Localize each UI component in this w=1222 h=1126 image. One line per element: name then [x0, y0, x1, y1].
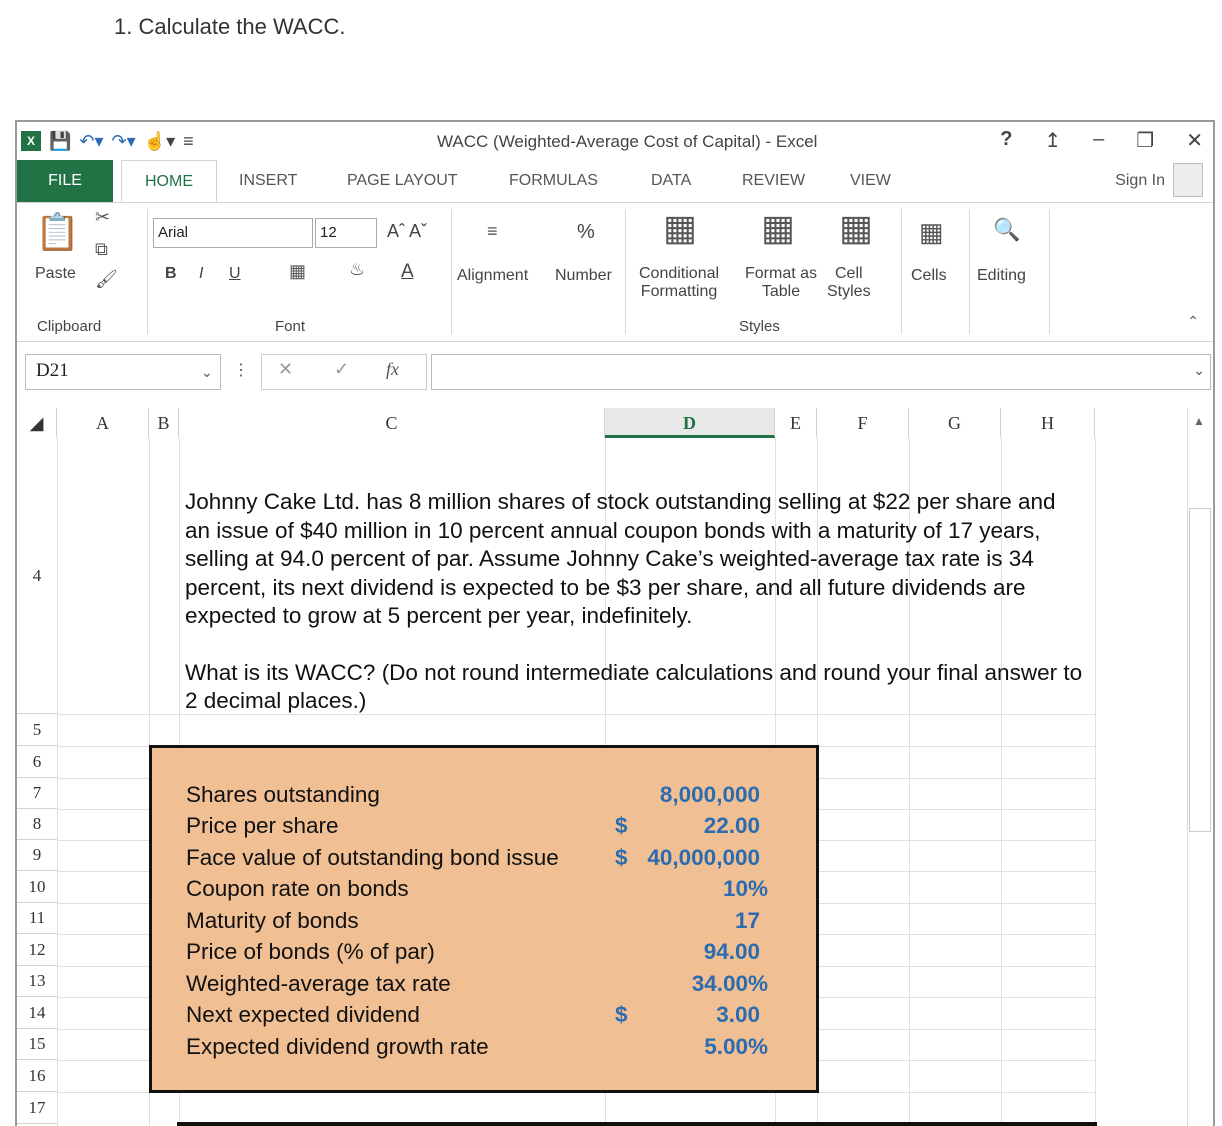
input-label: Coupon rate on bonds [186, 876, 409, 901]
underline-button[interactable]: U [229, 265, 241, 282]
paste-icon[interactable]: 📋 [35, 211, 80, 252]
paste-label[interactable]: Paste [35, 265, 76, 282]
row-header-10[interactable]: 10 [17, 871, 57, 903]
input-label: Weighted-average tax rate [186, 971, 451, 996]
currency-symbol: $ [615, 813, 628, 838]
input-data-box [149, 745, 819, 1093]
clipboard-group-label: Clipboard [37, 318, 102, 335]
font-color-icon[interactable]: A [401, 261, 414, 282]
grow-shrink-font-icon[interactable]: Aˆ Aˇ [387, 221, 428, 241]
customize-qat-icon[interactable]: ≡ [183, 130, 194, 151]
ribbon-tabs [17, 160, 1213, 202]
italic-button[interactable]: I [199, 265, 204, 282]
input-label: Shares outstanding [186, 782, 380, 807]
expand-formula-bar-icon[interactable]: ⌄ [1193, 362, 1205, 378]
column-header-c[interactable]: C [179, 408, 605, 438]
cells-button[interactable]: Cells [911, 267, 947, 284]
column-header-h[interactable]: H [1001, 408, 1095, 438]
scrollbar-thumb[interactable] [1189, 508, 1211, 832]
input-value[interactable]: 17 [734, 908, 760, 933]
insert-function-icon[interactable]: fx [386, 359, 399, 379]
input-value[interactable]: 40,000,000 [647, 845, 760, 870]
cancel-icon[interactable]: ✕ [278, 359, 294, 379]
conditional-formatting-button[interactable] [639, 265, 719, 301]
styles-group-label: Styles [739, 318, 780, 335]
cell-label-1: Cell [835, 265, 863, 282]
tab-file[interactable]: FILE [17, 160, 113, 202]
tab-data[interactable]: DATA [651, 172, 692, 189]
cell-styles-button[interactable] [827, 265, 871, 301]
input-value[interactable]: 94.00 [703, 939, 760, 964]
number-button[interactable]: Number [555, 267, 612, 284]
close-button[interactable]: ✕ [1186, 130, 1203, 152]
column-header-g[interactable]: G [909, 408, 1001, 438]
tab-view[interactable]: VIEW [850, 172, 891, 189]
cut-icon[interactable]: ✂ [95, 207, 111, 227]
input-value[interactable]: 34.00% [691, 971, 768, 996]
enter-icon[interactable]: ✓ [334, 359, 350, 379]
problem-statement [185, 488, 1085, 716]
bold-button[interactable]: B [165, 265, 177, 282]
scroll-up-icon[interactable]: ▲ [1193, 414, 1205, 428]
row-header-14[interactable]: 14 [17, 997, 57, 1029]
input-value[interactable]: 8,000,000 [659, 782, 760, 807]
touch-mode-icon[interactable]: ☝▾ [143, 130, 176, 151]
row-header-4[interactable]: 4 [17, 438, 57, 714]
sign-in-link[interactable]: Sign In [1115, 172, 1165, 189]
avatar[interactable] [1173, 163, 1203, 197]
format-as-table-icon[interactable]: ▦ [761, 207, 796, 248]
format-painter-icon[interactable]: 🖌 [95, 269, 118, 289]
row-header-12[interactable]: 12 [17, 934, 57, 966]
minimize-button[interactable]: – [1093, 128, 1105, 150]
borders-icon[interactable]: ▦ [289, 261, 307, 281]
undo-icon[interactable]: ↶▾ [79, 130, 104, 151]
input-label: Price of bonds (% of par) [186, 939, 435, 964]
cell-label-2: Styles [827, 283, 871, 300]
tab-home[interactable]: HOME [121, 160, 217, 202]
column-header-e[interactable]: E [775, 408, 817, 438]
box-border-bottom [177, 1122, 1097, 1126]
format-label-1: Format as [745, 265, 818, 282]
format-label-2: Table [761, 283, 801, 300]
row-header-5[interactable]: 5 [17, 714, 57, 746]
input-label: Face value of outstanding bond issue [186, 845, 559, 870]
input-value[interactable]: 3.00 [716, 1002, 760, 1027]
formula-bar [17, 344, 1213, 400]
input-value[interactable]: 5.00% [704, 1034, 768, 1059]
name-box-dropdown-icon[interactable]: ⌄ [201, 364, 213, 380]
save-icon[interactable]: 💾 [49, 130, 72, 151]
input-value[interactable]: 22.00 [703, 813, 760, 838]
row-header-6[interactable]: 6 [17, 746, 57, 778]
collapse-ribbon-icon[interactable]: ⌃ [1187, 313, 1199, 329]
font-group-label: Font [275, 318, 306, 335]
font-size-select[interactable]: 12 [315, 218, 377, 248]
question-heading: 1. Calculate the WACC. [114, 14, 346, 39]
problem-question: What is its WACC? (Do not round intermediate calculations and round your final answer to 2 decimal places.) [185, 659, 1083, 713]
input-label: Next expected dividend [186, 1002, 420, 1027]
editing-button[interactable]: Editing [977, 267, 1026, 284]
tab-page-layout[interactable]: PAGE LAYOUT [347, 172, 458, 189]
column-header-f[interactable]: F [817, 408, 909, 438]
column-header-b[interactable]: B [149, 408, 179, 438]
row-header-9[interactable]: 9 [17, 840, 57, 871]
ribbon [17, 202, 1213, 342]
formula-buttons [261, 354, 427, 390]
window-title: WACC (Weighted-Average Cost of Capital) - Excel [437, 132, 818, 151]
input-label: Expected dividend growth rate [186, 1034, 489, 1059]
input-label: Price per share [186, 813, 339, 838]
font-name-select[interactable]: Arial [153, 218, 313, 248]
select-all-corner[interactable]: ◢ [17, 408, 57, 438]
fill-color-icon[interactable]: ♨ [349, 259, 366, 279]
help-button[interactable]: ? [1000, 128, 1013, 150]
more-icon: ⋮ [233, 362, 249, 379]
tab-formulas[interactable]: FORMULAS [509, 172, 598, 189]
row-header-7[interactable]: 7 [17, 778, 57, 809]
format-as-table-button[interactable] [745, 265, 817, 301]
title-bar [17, 122, 1213, 160]
alignment-icon[interactable]: ≡ [487, 221, 498, 241]
tab-review[interactable]: REVIEW [742, 172, 806, 189]
conditional-formatting-icon[interactable]: ▦ [663, 207, 698, 248]
worksheet-grid [17, 408, 1213, 1126]
percent-icon[interactable]: % [577, 221, 595, 243]
formula-input[interactable] [431, 354, 1211, 390]
tab-insert[interactable]: INSERT [239, 172, 298, 189]
currency-symbol: $ [615, 845, 628, 870]
column-header-d[interactable]: D [605, 408, 775, 438]
problem-text: Johnny Cake Ltd. has 8 million shares of stock outstanding selling at $22 per share and an issue of $40 million in 10 percent annual coupon bonds with a maturity of 17 years, selling at 94.0 percent of par. Assume Johnny Cake’s weighted-average tax rate is 34 percent, its next dividend is expected to be $3 per share, and all future dividends are expected to grow at 5 percent per year, indefinitely. [185, 489, 1056, 628]
name-box[interactable]: D21 [25, 354, 221, 390]
excel-window [15, 120, 1215, 1126]
row-header-8[interactable]: 8 [17, 809, 57, 840]
column-header-a[interactable]: A [57, 408, 149, 438]
input-label: Maturity of bonds [186, 908, 359, 933]
redo-icon[interactable]: ↷▾ [111, 130, 136, 151]
row-header-16[interactable]: 16 [17, 1060, 57, 1092]
row-header-11[interactable]: 11 [17, 903, 57, 934]
cells-icon[interactable]: ▦ [919, 217, 944, 247]
row-header-17[interactable]: 17 [17, 1092, 57, 1124]
cell-styles-icon[interactable]: ▦ [839, 207, 874, 248]
copy-icon[interactable]: ⧉ [95, 239, 108, 259]
conditional-label-1: Conditional [639, 265, 720, 282]
row-header-15[interactable]: 15 [17, 1029, 57, 1060]
row-header-13[interactable]: 13 [17, 966, 57, 997]
currency-symbol: $ [615, 1002, 628, 1027]
vertical-scrollbar[interactable] [1187, 408, 1213, 1126]
binoculars-icon[interactable]: 🔍 [993, 217, 1021, 242]
input-value[interactable]: 10% [722, 876, 768, 901]
ribbon-display-icon[interactable]: ↥ [1044, 130, 1062, 152]
excel-logo-icon: X [21, 131, 41, 151]
conditional-label-2: Formatting [640, 283, 718, 300]
restore-button[interactable]: ❐ [1136, 130, 1155, 152]
alignment-button[interactable]: Alignment [457, 267, 529, 284]
